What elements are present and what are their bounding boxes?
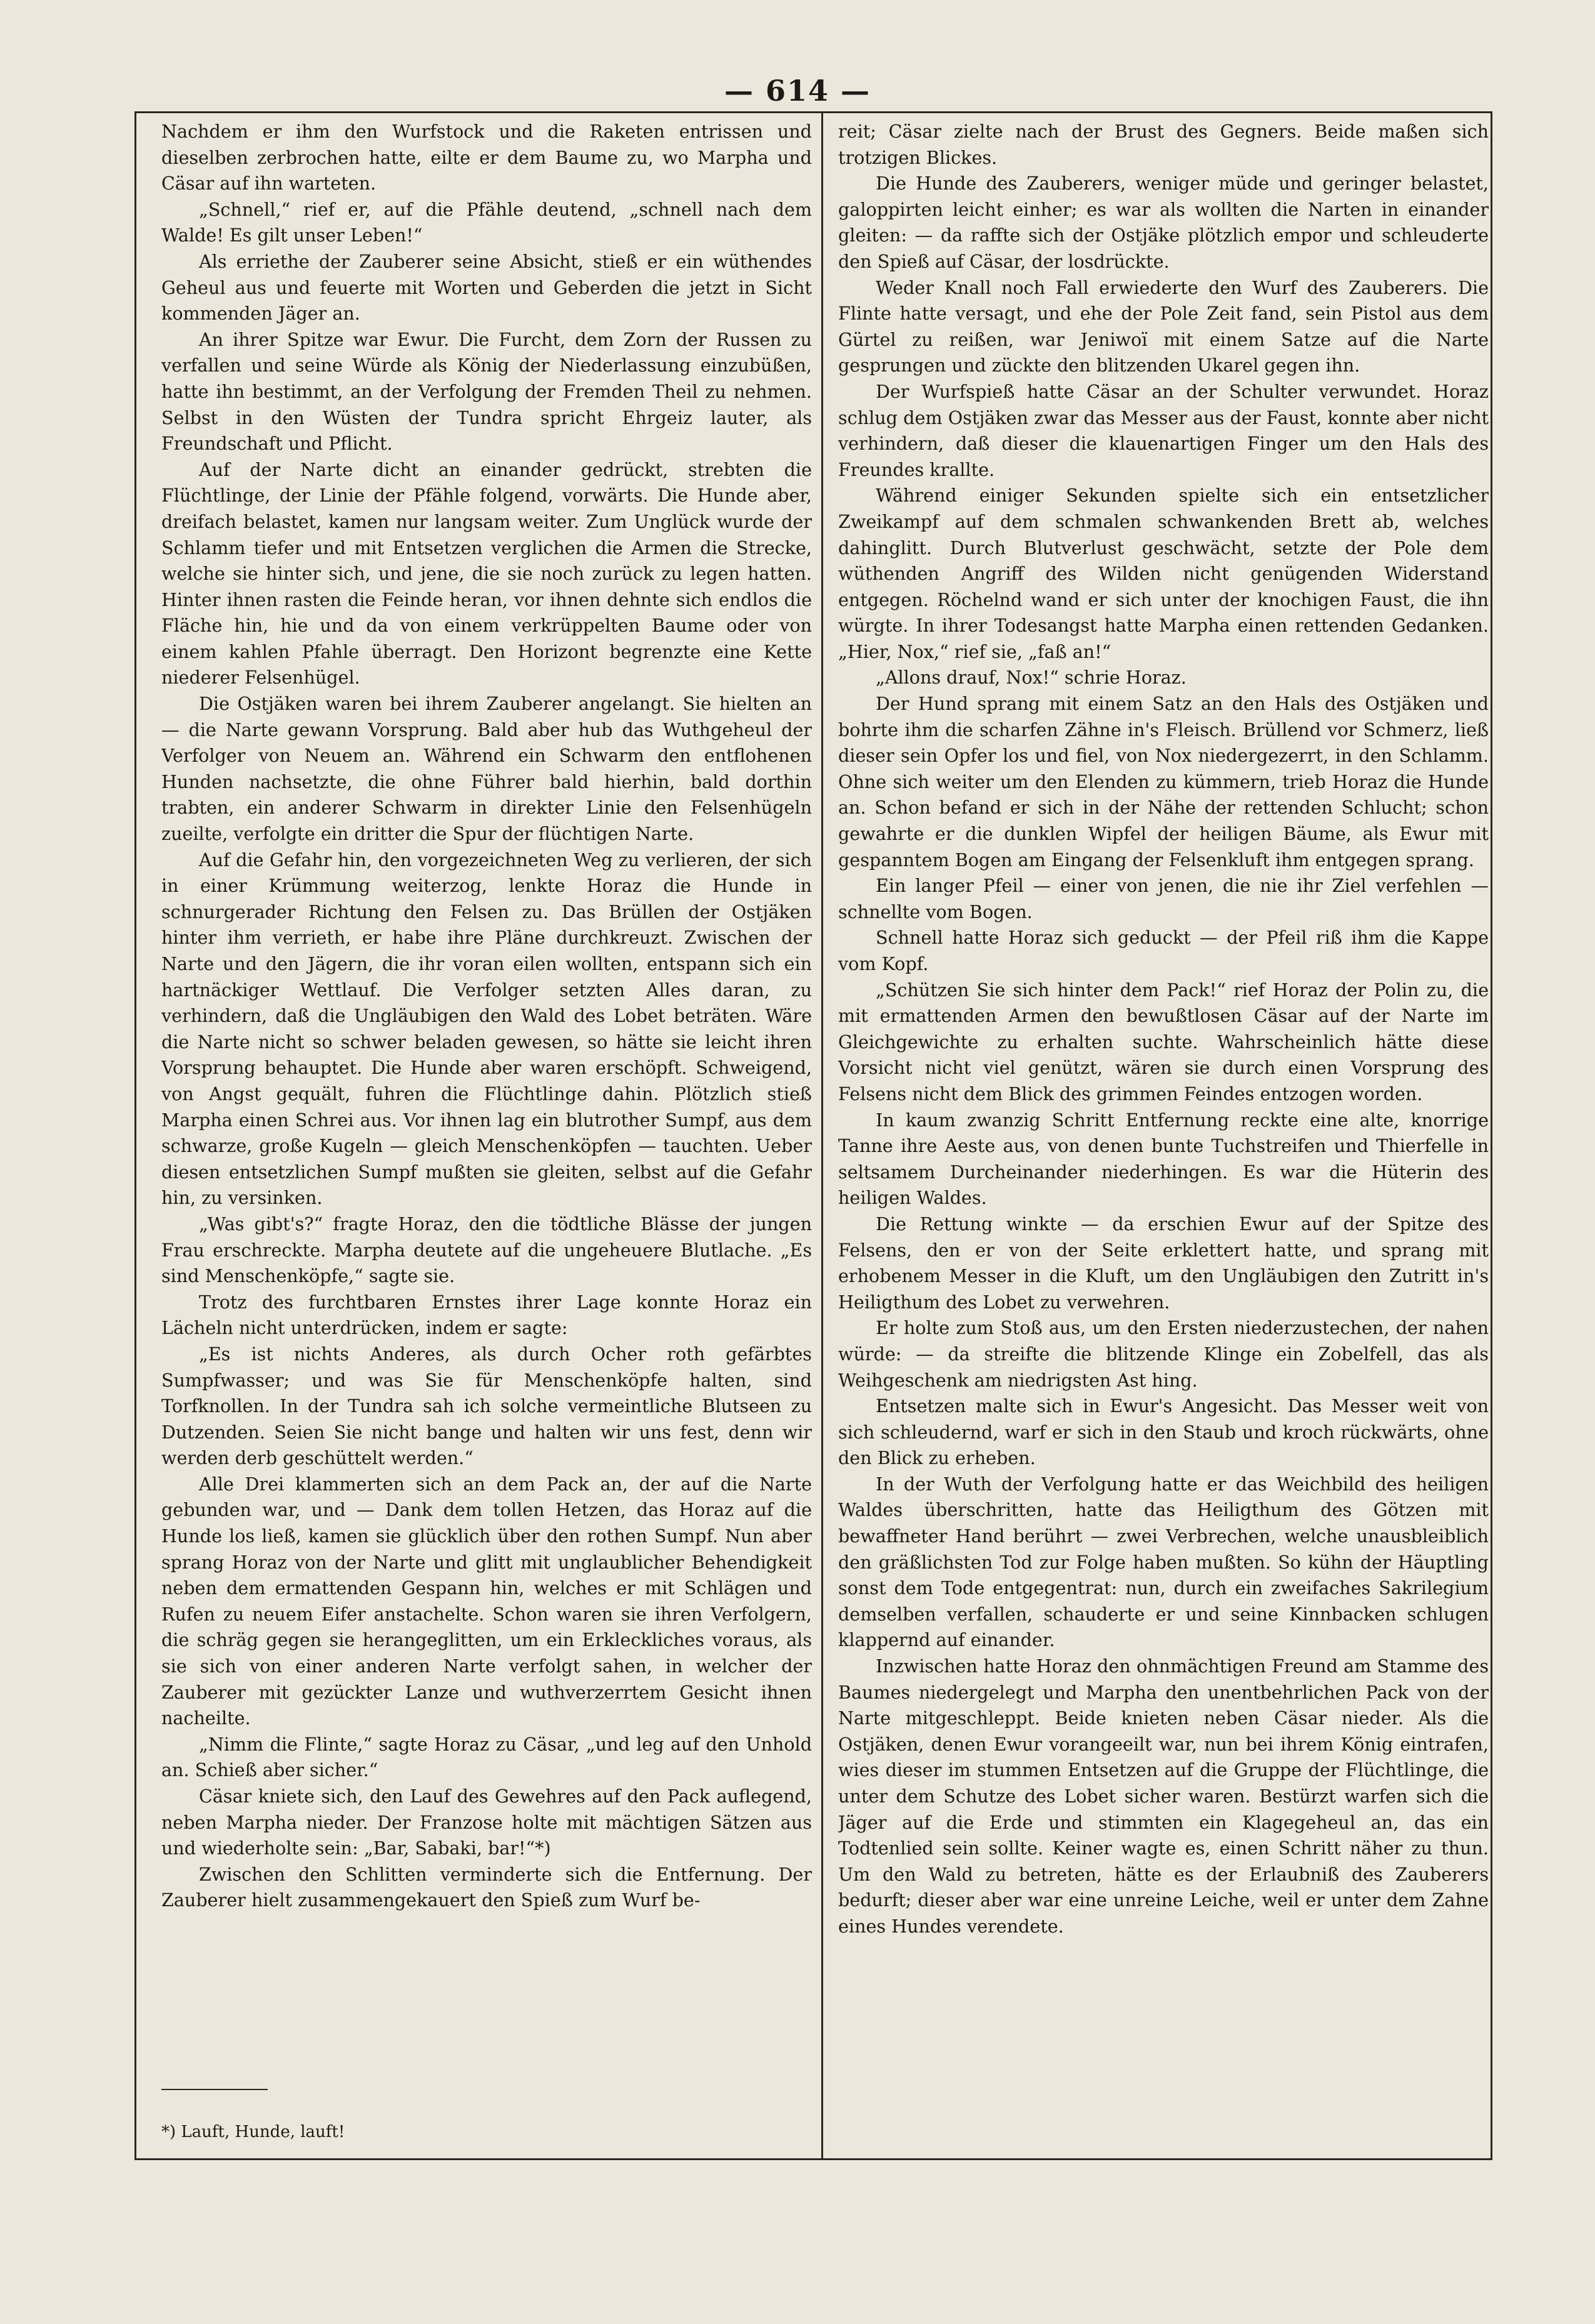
paragraph: „Was gibt's?“ fragte Horaz, den die tödtliche Blässe der jungen Frau erschreckte. Marpha deutete auf die ungeheuere Blutlache. „Es sind Menschenköpfe,“ sagte sie. [161,1213,812,1287]
paragraph: Inzwischen hatte Horaz den ohnmächtigen Freund am Stamme des Baumes niedergelegt und Marpha den unentbehrlichen Pack von der Narte mitgeschleppt. Beide knieten neben Cäsar nieder. Als die Ostjäken, denen Ewur vorangeeilt war, nun bei ihrem König eintrafen, wies dieser im stummen Entsetzen auf die Gruppe der Flüchtlinge, die unter dem Schutze des Lobet sicher waren. Bestürzt warfen sich die Jäger auf die Erde und stimmten ein Klagegeheul an, das ein Todtenlied sein sollte. Keiner wagte es, einen Schritt näher zu thun. Um den Wald zu betreten, hätte es der Erlaubniß des Zauberers bedurft; dieser aber war eine unreine Leiche, weil er unter dem Zahne eines Hundes verendete. [838,1655,1489,1937]
paragraph: „Es ist nichts Anderes, als durch Ocher roth gefärbtes Sumpfwasser; und was Sie für Menschenköpfe halten, sind Torfknollen. In der Tundra sah ich solche vermeintliche Blutseen zu Dutzenden. Seien Sie nicht bange und halten wir uns fest, denn wir werden derb geschüttelt werden.“ [161,1343,812,1469]
paragraph: In der Wuth der Verfolgung hatte er das Weichbild des heiligen Waldes überschritten, hatte das Heiligthum des Götzen mit bewaffneter Hand berührt — zwei Verbrechen, welche unausbleiblich den gräßlichsten Tod zur Folge haben mußten. So kühn der Häuptling sonst dem Tode entgegentrat: nun, durch ein zweifaches Sakrilegium demselben verfallen, schauderte er und seine Kinnbacken schlugen klappernd auf einander. [838,1473,1489,1651]
paragraph: Trotz des furchtbaren Ernstes ihrer Lage konnte Horaz ein Lächeln nicht unterdrücken, indem er sagte: [161,1291,812,1339]
paragraph: „Nimm die Flinte,“ sagte Horaz zu Cäsar, „und leg auf den Unhold an. Schieß aber sicher.“ [161,1733,812,1781]
right-column [838,119,1489,2145]
paragraph: Die Hunde des Zauberers, weniger müde und geringer belastet, galoppirten leicht einher; es war als wollten die Narten in einander gleiten: — da raffte sich der Ostjäke plötzlich empor und schleuderte den Spieß auf Cäsar, der losdrückte. [838,173,1489,272]
paragraph: Die Ostjäken waren bei ihrem Zauberer angelangt. Sie hielten an — die Narte gewann Vorsprung. Bald aber hub das Wuthgeheul der Verfolger von Neuem an. Während ein Schwarm den entflohenen Hunden nachsetzte, die ohne Führer bald hierhin, bald dorthin trabten, ein anderer Schwarm in direkter Linie den Felsenhügeln zueilte, verfolgte ein dritter die Spur der flüchtigen Narte. [161,693,812,845]
paragraph: reit; Cäsar zielte nach der Brust des Gegners. Beide maßen sich trotzigen Blickes. [838,121,1489,168]
footnote: *) Lauft, Hunde, lauft! [161,2123,345,2141]
paragraph: Nachdem er ihm den Wurfstock und die Raketen entrissen und dieselben zerbrochen hatte, eilte er dem Baume zu, wo Marpha und Cäsar auf ihn warteten. [161,121,812,195]
left-column [161,119,812,2145]
paragraph: Auf der Narte dicht an einander gedrückt, strebten die Flüchtlinge, der Linie der Pfähle folgend, vorwärts. Die Hunde aber, dreifach belastet, kamen nur langsam weiter. Zum Unglück wurde der Schlamm tiefer und mit Entsetzen verglichen die Armen die Strecke, welche sie hinter sich, und jene, die sie noch zurück zu legen hatten. Hinter ihnen rasten die Feinde heran, vor ihnen dehnte sich endlos die Fläche hin, hie und da von einem verkrüppelten Baume oder von einem kahlen Pfahle überragt. Den Horizont begrenzte eine Kette niederer Felsenhügel. [161,458,812,689]
paragraph: Entsetzen malte sich in Ewur's Angesicht. Das Messer weit von sich schleudernd, warf er sich in den Staub und kroch rückwärts, ohne den Blick zu erheben. [838,1395,1489,1469]
paragraph: Schnell hatte Horaz sich geduckt — der Pfeil riß ihm die Kappe vom Kopf. [838,927,1489,974]
paragraph: Alle Drei klammerten sich an dem Pack an, der auf die Narte gebunden war, und — Dank dem tollen Hetzen, das Horaz auf die Hunde los ließ, kamen sie glücklich über den rothen Sumpf. Nun aber sprang Horaz von der Narte und glitt mit unglaublicher Behendigkeit neben dem ermattenden Gespann hin, welches er mit Schlägen und Rufen zu neuem Eifer anstachelte. Schon waren sie ihren Verfolgern, die schräg gegen sie herangeglitten, um ein Erkleckliches voraus, als sie sich von einer anderen Narte verfolgt sahen, in welcher der Zauberer mit gezückter Lanze und wuthverzerrtem Gesicht ihnen nacheilte. [161,1473,812,1729]
paragraph: Er holte zum Stoß aus, um den Ersten niederzustechen, der nahen würde: — da streifte die blitzende Klinge ein Zobelfell, das als Weihgeschenk am niedrigsten Ast hing. [838,1317,1489,1391]
paragraph: Während einiger Sekunden spielte sich ein entsetzlicher Zweikampf auf dem schmalen schwankenden Brett ab, welches dahinglitt. Durch Blutverlust geschwächt, setzte der Pole dem wüthenden Angriff des Wilden nicht genügenden Widerstand entgegen. Röchelnd wand er sich unter der knochigen Faust, die ihn würgte. In ihrer Todesangst hatte Marpha einen rettenden Gedanken. „Hier, Nox,“ rief sie, „faß an!“ [838,485,1489,662]
paragraph: Als erriethe der Zauberer seine Absicht, stieß er ein wüthendes Geheul aus und feuerte mit Worten und Geberden die jetzt in Sicht kommenden Jäger an. [161,250,812,325]
paragraph: Weder Knall noch Fall erwiederte den Wurf des Zauberers. Die Flinte hatte versagt, und ehe der Pole Zeit fand, sein Pistol aus dem Gürtel zu reißen, war Jeniwoï mit einem Satze auf die Narte gesprungen und zückte den blitzenden Ukarel gegen ihn. [838,276,1489,376]
paragraph: Zwischen den Schlitten verminderte sich die Entfernung. Der Zauberer hielt zusammengekauert den Spieß zum Wurf be- [161,1863,812,1911]
paragraph: Der Hund sprang mit einem Satz an den Hals des Ostjäken und bohrte ihm die scharfen Zähne in's Fleisch. Brüllend vor Schmerz, ließ dieser sein Opfer los und fiel, von Nox niedergezerrt, in den Schlamm. Ohne sich weiter um den Elenden zu kümmern, trieb Horaz die Hunde an. Schon befand er sich in der Nähe der rettenden Schlucht; schon gewahrte er die dunklen Wipfel der heiligen Bäume, als Ewur mit gespanntem Bogen am Eingang der Felsenkluft ihm entgegen sprang. [838,693,1489,871]
footnote-rule [161,2089,268,2090]
column-divider [821,111,823,2160]
page-number: — 614 — [724,74,871,108]
paragraph: Der Wurfspieß hatte Cäsar an der Schulter verwundet. Horaz schlug dem Ostjäken zwar das Messer aus der Faust, konnte aber nicht verhindern, daß dieser die klauenartigen Finger um den Hals des Freundes krallte. [838,380,1489,480]
paragraph: Ein langer Pfeil — einer von jenen, die nie ihr Ziel verfehlen — schnellte vom Bogen. [838,875,1489,922]
paragraph: „Schützen Sie sich hinter dem Pack!“ rief Horaz der Polin zu, die mit ermattenden Armen den bewußtlosen Cäsar auf der Narte im Gleichgewichte zu erhalten suchte. Wahrscheinlich hätte diese Vorsicht nicht viel genützt, wären sie durch einen Vorsprung des Felsens nicht dem Blick des grimmen Feindes entzogen worden. [838,979,1489,1104]
paragraph: Cäsar kniete sich, den Lauf des Gewehres auf den Pack auflegend, neben Marpha nieder. Der Franzose holte mit mächtigen Sätzen aus und wiederholte sein: „Bar, Sabaki, bar!“*) [161,1786,812,1859]
paragraph: Auf die Gefahr hin, den vorgezeichneten Weg zu verlieren, der sich in einer Krümmung weiterzog, lenkte Horaz die Hunde in schnurgerader Richtung den Felsen zu. Das Brüllen der Ostjäken hinter ihm verrieth, er habe ihre Pläne durchkreuzt. Zwischen der Narte und den Jägern, die ihr voran eilen wollten, entspann sich ein hartnäckiger Wettlauf. Die Verfolger setzten Alles daran, zu verhindern, daß die Ungläubigen den Wald des Lobet beträten. Wäre die Narte nicht so schwer beladen gewesen, so hätte sie leicht ihren Vorsprung behauptet. Die Hunde aber waren erschöpft. Schweigend, von Angst gequält, fuhren die Flüchtlinge dahin. Plötzlich stieß Marpha einen Schrei aus. Vor ihnen lag ein blutrother Sumpf, aus dem schwarze, große Kugeln — gleich Menschenköpfen — tauchten. Ueber diesen entsetzlichen Sumpf mußten sie gleiten, selbst auf die Gefahr hin, zu versinken. [161,849,812,1209]
paragraph: „Schnell,“ rief er, auf die Pfähle deutend, „schnell nach dem Walde! Es gilt unser Leben!“ [161,198,812,246]
paragraph: „Allons drauf, Nox!“ schrie Horaz. [876,667,1187,689]
paragraph: Die Rettung winkte — da erschien Ewur auf der Spitze des Felsens, den er von der Seite erklettert hatte, und sprang mit erhobenem Messer in die Kluft, um den Ungläubigen den Zutritt in's Heiligthum des Lobet zu verwehren. [838,1213,1489,1313]
paragraph: An ihrer Spitze war Ewur. Die Furcht, dem Zorn der Russen zu verfallen und seine Würde als König der Niederlassung einzubüßen, hatte ihn bestimmt, an der Verfolgung der Fremden Theil zu nehmen. Selbst in den Wüsten der Tundra spricht Ehrgeiz lauter, als Freundschaft und Pflicht. [161,328,812,455]
paragraph: In kaum zwanzig Schritt Entfernung reckte eine alte, knorrige Tanne ihre Aeste aus, von denen bunte Tuchstreifen und Thierfelle in seltsamem Durcheinander niederhingen. Es war die Hüterin des heiligen Waldes. [838,1109,1489,1209]
